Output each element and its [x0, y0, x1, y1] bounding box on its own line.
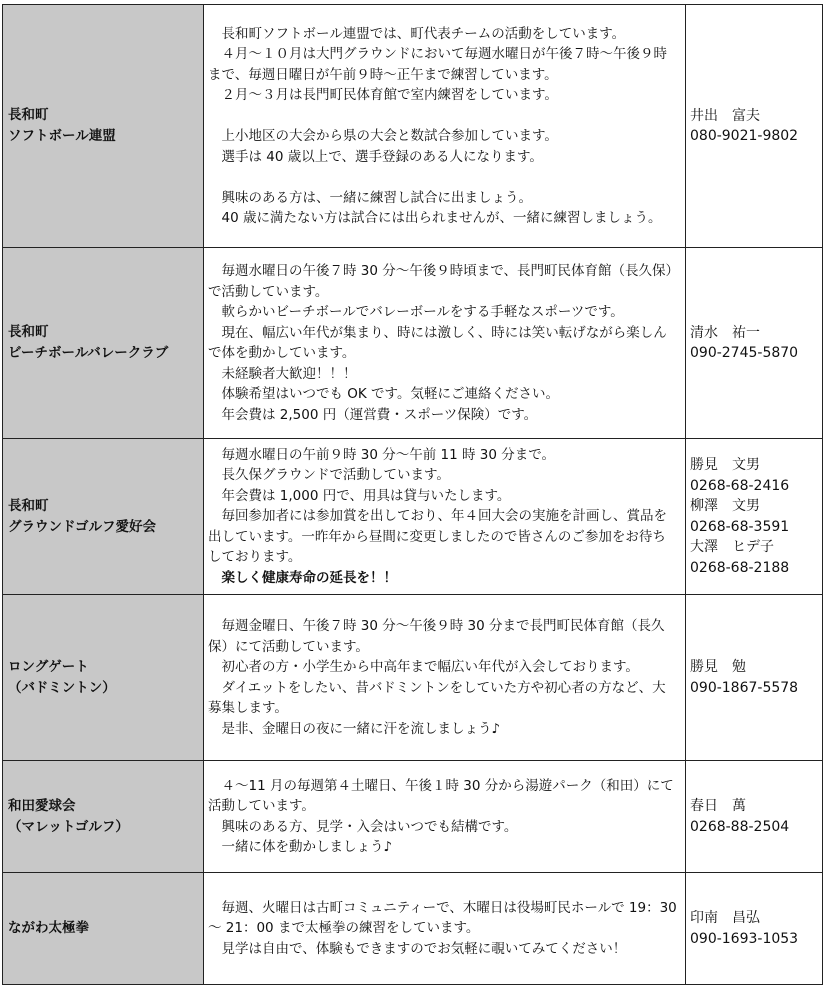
- description-spacer: [208, 106, 679, 127]
- description-line: 体験希望はいつでも OK です。気軽にご連絡ください。: [208, 386, 559, 402]
- club-name-line: ソフトボール連盟: [8, 128, 116, 144]
- description-line: 40 歳に満たない方は試合には出られませんが、一緒に練習しましょう。: [208, 210, 662, 226]
- club-description-cell: [204, 873, 686, 985]
- club-name-line: （バドミントン）: [8, 679, 116, 696]
- contact-cell: [686, 5, 823, 248]
- contact-line: 清水 祐一: [690, 324, 760, 341]
- description-line: 毎週水曜日の午前９時 30 分～午前 11 時 30 分まで。: [208, 446, 556, 463]
- club-table-body: [3, 5, 823, 985]
- description-line: 是非、金曜日の夜に一緒に汗を流しましょう♪: [208, 720, 501, 737]
- contact-line: 080-9021-9802: [690, 128, 799, 144]
- club-table: [2, 4, 823, 985]
- description-line: 毎週、火曜日は古町コミュニティーで、木曜日は役場町民ホールで 19：30 ～ 21：00 まで太極拳の練習をしています。: [208, 899, 677, 937]
- description-line: 興味のある方、見学・入会はいつでも結構です。: [208, 818, 518, 835]
- description-line: 毎回参加者には参加賞を出しており、年４回大会の実施を計画し、賞品を出しています。一昨年から昼間に変更しましたので皆さんのご参加をお待ちしております。: [208, 508, 667, 566]
- description-line: 毎週水曜日の午後７時 30 分～午後９時頃まで、長門町民体育館（長久保）で活動しています。: [208, 263, 679, 300]
- club-name-cell: [3, 761, 204, 873]
- club-name-cell: [3, 873, 204, 985]
- club-name-line: 長和町: [8, 497, 49, 514]
- description-line: 長久保グラウンドで活動しています。: [208, 467, 450, 484]
- contact-cell: [686, 595, 823, 761]
- table-row: [3, 5, 823, 248]
- club-name-cell: [3, 248, 204, 439]
- table-row: [3, 439, 823, 595]
- table-row: [3, 873, 823, 985]
- contact-line: 勝見 勉: [690, 659, 746, 675]
- club-description-cell: [204, 761, 686, 873]
- contact-line: 090-1693-1053: [690, 930, 799, 947]
- club-name-cell: [3, 5, 204, 248]
- club-description-cell: [204, 5, 686, 248]
- club-description-cell: [204, 595, 686, 761]
- description-spacer: [208, 167, 679, 188]
- description-line: ２月～３月は長門町民体育館で室内練習をしています。: [208, 87, 558, 103]
- contact-line: 印南 昌弘: [690, 910, 760, 926]
- description-line: 長和町ソフトボール連盟では、町代表チームの活動をしています。: [208, 25, 626, 42]
- table-row: [3, 248, 823, 439]
- club-name-line: ロングゲート: [8, 658, 89, 675]
- contact-cell: [686, 439, 823, 595]
- description-line: 一緒に体を動かしましょう♪: [208, 839, 393, 855]
- contact-line: 0268-68-3591: [690, 518, 790, 535]
- table-row: [3, 761, 823, 873]
- description-line: 年会費は 1,000 円で、用具は貸与いたします。: [208, 487, 511, 504]
- club-name-line: ながわ太極拳: [8, 920, 89, 936]
- club-name-line: ビーチボールバレークラブ: [8, 345, 169, 361]
- club-name-line: 長和町: [8, 324, 49, 340]
- contact-line: 勝見 文男: [690, 457, 760, 473]
- description-line: 未経験者大歓迎！！！: [208, 365, 357, 382]
- description-line: 初心者の方・小学生から中高年まで幅広い年代が入会しております。: [208, 659, 639, 675]
- contact-cell: [686, 873, 823, 985]
- description-line: 選手は 40 歳以上で、選手登録のある人になります。: [208, 148, 543, 165]
- description-line: 見学は自由で、体験もできますのでお気軽に覗いてみてください！: [208, 940, 627, 957]
- description-line: 毎週金曜日、午後７時 30 分～午後９時 30 分まで長門町民体育館（長久保）にて活動しています。: [208, 618, 665, 655]
- description-line: 興味のある方は、一緒に練習し試合に出ましょう。: [208, 189, 532, 206]
- contact-line: 0268-68-2188: [690, 559, 790, 576]
- contact-line: 柳澤 文男: [690, 498, 760, 514]
- club-description-cell: [204, 439, 686, 595]
- description-line: ４～11 月の毎週第４土曜日、午後１時 30 分から湯遊パーク（和田）にて活動しています。: [208, 777, 674, 814]
- club-name-line: 和田愛球会: [8, 797, 76, 814]
- club-name-line: 長和町: [8, 107, 49, 123]
- description-line: ４月～１０月は大門グラウンドにおいて毎週水曜日が午後７時～午後９時まで、毎週日曜日が午前９時～正午まで練習しています。: [208, 46, 667, 83]
- description-line: 現在、幅広い年代が集まり、時には激しく、時には笑い転げながら楽しんで体を動かしています。: [208, 324, 667, 361]
- contact-cell: [686, 248, 823, 439]
- contact-line: 090-1867-5578: [690, 679, 799, 696]
- contact-line: 090-2745-5870: [690, 345, 799, 361]
- contact-line: 0268-68-2416: [690, 477, 790, 494]
- description-line: ダイエットをしたい、昔バドミントンをしていた方や初心者の方など、大募集します。: [208, 679, 666, 716]
- contact-line: 0268-88-2504: [690, 818, 790, 835]
- description-line: 年会費は 2,500 円（運営費・スポーツ保険）です。: [208, 406, 538, 423]
- description-emphasis: 楽しく健康寿命の延長を！！: [208, 569, 397, 586]
- contact-line: 春日 萬: [690, 798, 746, 814]
- club-name-line: グラウンドゴルフ愛好会: [8, 518, 156, 535]
- club-name-cell: [3, 439, 204, 595]
- club-name-line: （マレットゴルフ）: [8, 818, 129, 835]
- club-description-cell: [204, 248, 686, 439]
- table-row: [3, 595, 823, 761]
- contact-line: 井出 富夫: [690, 107, 760, 124]
- contact-cell: [686, 761, 823, 873]
- club-name-cell: [3, 595, 204, 761]
- description-line: 上小地区の大会から県の大会と数試合参加しています。: [208, 128, 558, 144]
- description-line: 軟らかいビーチボールでバレーボールをする手軽なスポーツです。: [208, 304, 624, 320]
- contact-line: 大澤 ヒデ子: [690, 539, 774, 555]
